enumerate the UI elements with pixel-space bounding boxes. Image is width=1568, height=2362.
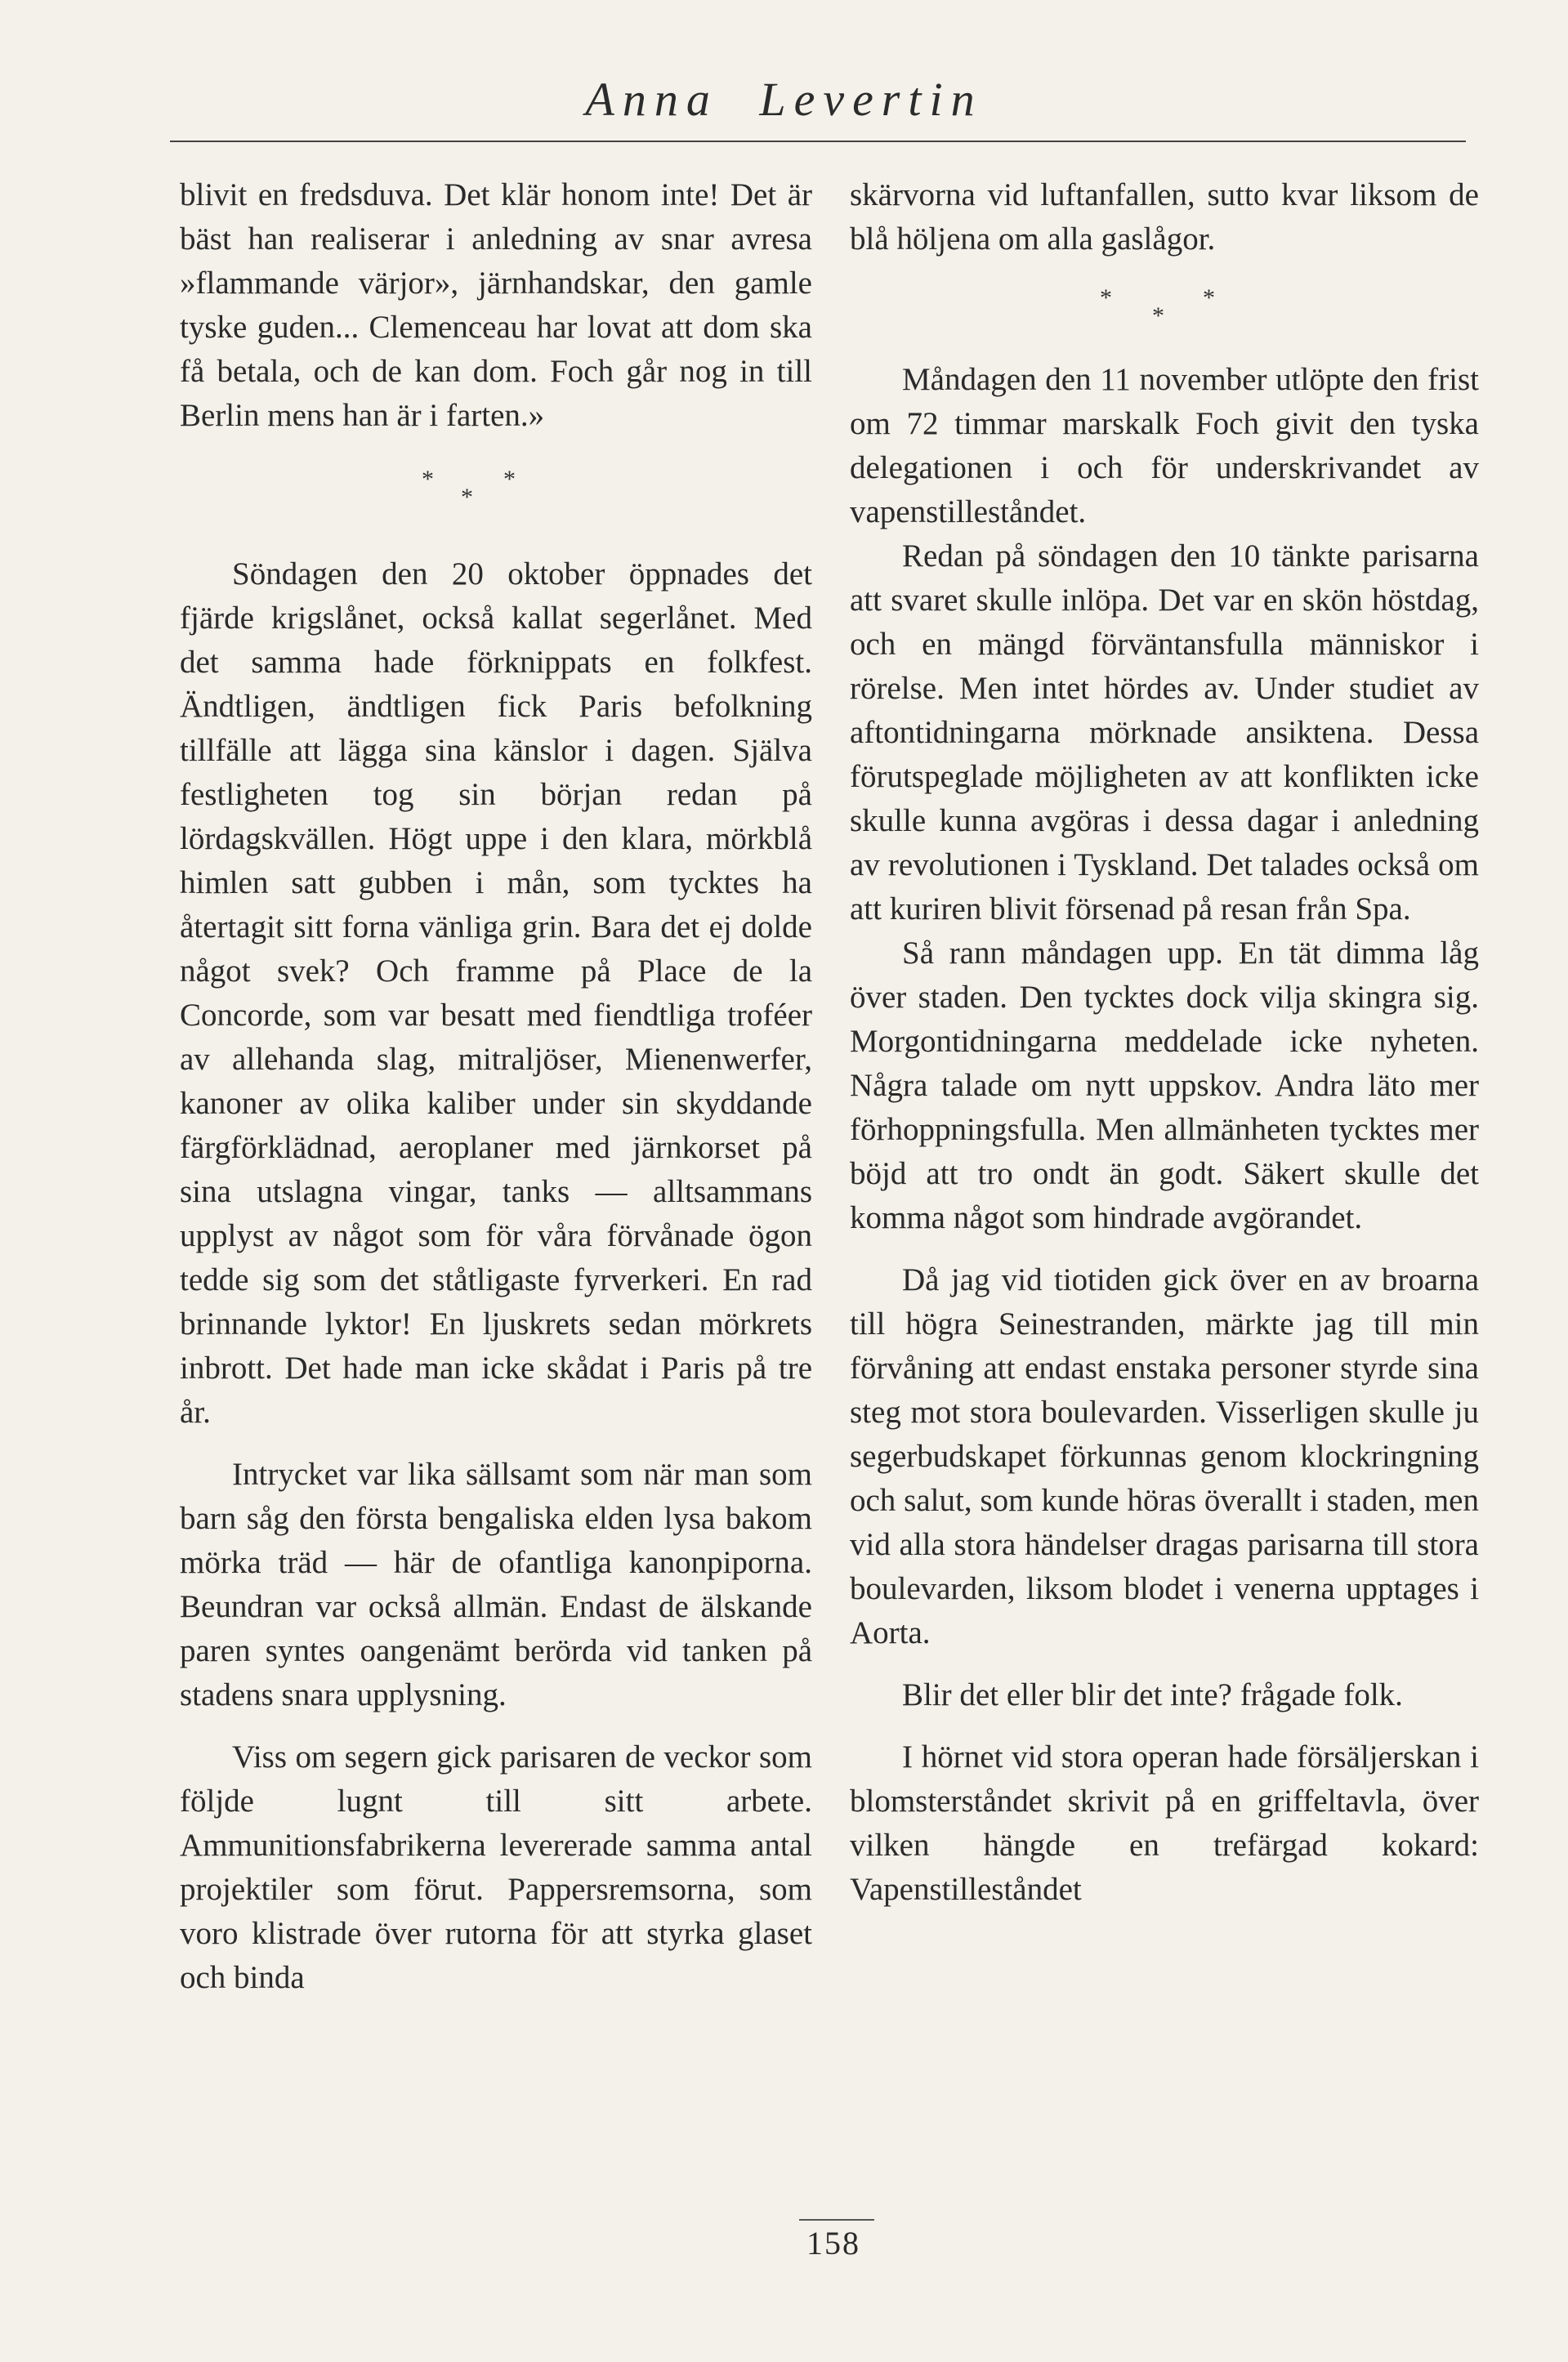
paragraph: Viss om segern gick parisaren de veckor som följde lugnt till sitt arbete. Ammunitionsfabrikerna levererade samma antal projektiler som förut. Pappersremsorna, som voro klistrade över rutorna för att styrka glaset och binda (180, 1739, 812, 1995)
paragraph: I hörnet vid stora operan hade försäljerskan i blomsterståndet skrivit på en griffeltavla, över vilken hängde en trefärgad kokard: Vapenstilleståndet (850, 1739, 1479, 1907)
header-rule (170, 141, 1466, 142)
paragraph: skärvorna vid luftanfallen, sutto kvar liksom de blå höljena om alla gaslågor. (850, 177, 1479, 257)
section-break (850, 261, 1479, 358)
asterisk: * (1203, 284, 1215, 311)
paragraph: Då jag vid tiotiden gick över en av broarna till högra Seinestranden, märkte jag till min förvåning att endast enstaka personer styrde sina steg mot stora boulevarden. Visserligen skulle ju segerbudskapet förkunnas genom klockringning och salut, som kunde höras överallt i staden, men vid alla stora händelser dragas parisarna till stora boulevarden, liksom blodet i venerna upptages i Aorta. (850, 1262, 1479, 1650)
asterisk: * (503, 466, 516, 493)
page-number: 158 (806, 2225, 860, 2262)
paragraph: Måndagen den 11 november utlöpte den frist om 72 timmar marskalk Foch givit den tyska delegationen i och för underskrivandet av vapenstilleståndet. (850, 362, 1479, 529)
running-head: Anna Levertin (585, 73, 983, 126)
right-column (850, 173, 1479, 1912)
paragraph: Så rann måndagen upp. En tät dimma låg över staden. Den tycktes dock vilja skingra sig. Morgontidningarna meddelade icke nyheten. Några talade om nytt uppskov. Andra läto mer förhoppningsfulla. Men allmänheten tycktes mer böjd att tro ondt än godt. Säkert skulle det komma något som hindrade avgörandet. (850, 935, 1479, 1235)
asterisk: * (461, 484, 473, 511)
left-column (180, 173, 812, 2000)
paragraph: blivit en fredsduva. Det klär honom inte! Det är bäst han realiserar i anledning av snar avresa »flammande värjor», järnhandskar, den gamle tyske guden... Clemenceau har lovat att dom ska få betala, och de kan dom. Foch går nog in till Berlin mens han är i farten.» (180, 177, 812, 433)
paragraph: Söndagen den 20 oktober öppnades det fjärde krigslånet, också kallat segerlånet. Med det samma hade förknippats en folkfest. Ändtligen, ändtligen fick Paris befolkning tillfälle att lägga sina känslor i dagen. Själva festligheten tog sin början redan på lördagskvällen. Högt uppe i den klara, mörkblå himlen satt gubben i mån, som tycktes ha återtagit sitt forna vänliga grin. Bara det ej dolde något svek? Och framme på Place de la Concorde, som var besatt med fiendtliga troféer av allehanda slag, mitraljöser, Mienenwerfer, kanoner av olika kaliber under sin skyddande färgförklädnad, aeroplaner med järnkorset på sina utslagna vingar, tanks — alltsammans upplyst av något som för våra förvånade ögon tedde sig som det ståtligaste fyrverkeri. En rad brinnande lyktor! En ljuskrets sedan mörkrets inbrott. Det hade man icke skådat i Paris på tre år. (180, 556, 812, 1430)
folio-rule (799, 2219, 874, 2221)
asterisk: * (422, 466, 434, 493)
asterisk: * (1152, 302, 1164, 329)
paragraph: Redan på söndagen den 10 tänkte parisarna att svaret skulle inlöpa. Det var en skön höstdag, och en mängd förväntansfulla människor i rörelse. Men intet hördes av. Under studiet av aftontidningarna mörknade ansiktena. Dessa förutspeglade möjligheten av att konflikten icke skulle kunna avgöras i dessa dagar i anledning av revolutionen i Tyskland. Det talades också om att kuriren blivit försenad på resan från Spa. (850, 538, 1479, 926)
section-break (180, 438, 812, 552)
paragraph: Intrycket var lika sällsamt som när man som barn såg den första bengaliska elden lysa bakom mörka träd — här de ofantliga kanonpiporna. Beundran var också allmän. Endast de älskande paren syntes oangenämt berörda vid tanken på stadens snara upplysning. (180, 1457, 812, 1712)
paragraph: Blir det eller blir det inte? frågade folk. (902, 1677, 1403, 1712)
asterisk: * (1100, 284, 1112, 311)
